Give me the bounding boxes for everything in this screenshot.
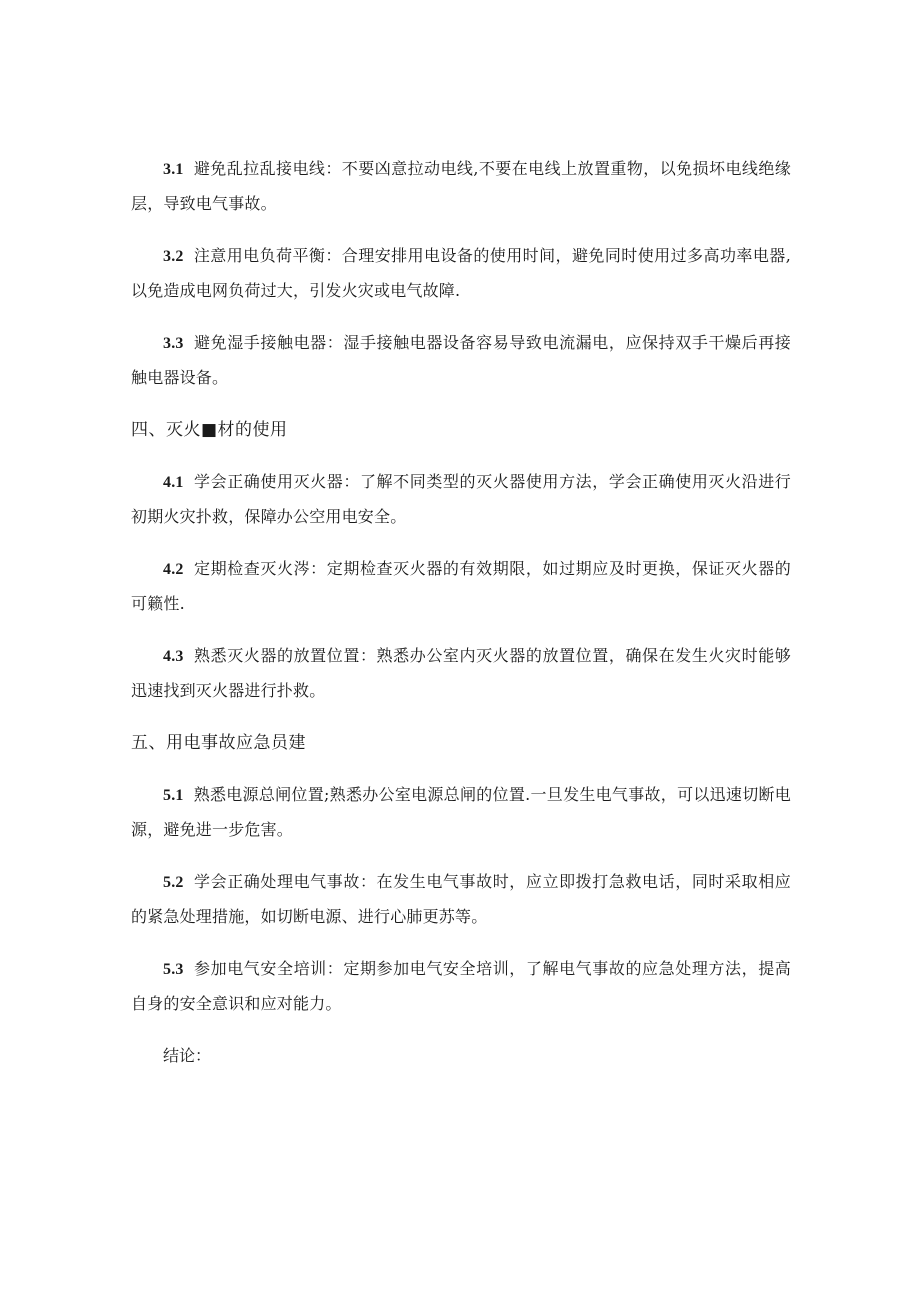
item-number: 3.3 <box>163 335 184 352</box>
paragraph-4-3 <box>131 639 791 708</box>
document-body <box>131 152 791 1073</box>
section-heading-5: 五、用电事故应急员建 <box>131 733 306 753</box>
item-text: 熟悉电源总闸位置;熟悉办公室电源总闸的位置.一旦发生电气事故，可以迅速切断电源，避免进一步危害。 <box>131 785 791 839</box>
paragraph-4-1 <box>131 465 791 534</box>
item-number: 4.1 <box>163 474 184 491</box>
paragraph-5-2 <box>131 865 791 934</box>
item-text: 定期检查灭火涔：定期检查灭火器的有效期限，如过期应及时更换，保证灭火器的可籁性. <box>131 559 791 613</box>
item-number: 3.2 <box>163 248 184 265</box>
item-number: 3.1 <box>163 161 184 178</box>
item-number: 4.3 <box>163 648 184 665</box>
conclusion-label: 结论： <box>163 1046 212 1065</box>
item-text: 参加电气安全培训：定期参加电气安全培训，了解电气事故的应急处理方法，提高自身的安全意识和应对能力。 <box>131 959 791 1013</box>
item-text: 学会正确处理电气事故：在发生电气事故时，应立即拨打急救电话，同时采取相应的紧急处理措施，如切断电源、进行心肺更苏等。 <box>131 872 791 926</box>
item-number: 5.3 <box>163 961 184 978</box>
item-text: 熟悉灭火器的放置位置：熟悉办公室内灭火器的放置位置，确保在发生火灾时能够迅速找到灭火器进行扑救。 <box>131 646 791 700</box>
item-number: 5.2 <box>163 874 184 891</box>
paragraph-3-1 <box>131 152 791 221</box>
paragraph-4-2 <box>131 552 791 621</box>
item-number: 4.2 <box>163 561 184 578</box>
paragraph-5-3 <box>131 952 791 1021</box>
item-text: 学会正确使用灭火器：了解不同类型的灭火器使用方法，学会正确使用灭火沿进行初期火灾扑救，保障办公空用电安全。 <box>131 472 791 526</box>
item-text: 避免乱拉乱接电线：不要凶意拉动电线,不要在电线上放置重物，以免损坏电线绝缘层，导致电气事故。 <box>131 159 791 213</box>
section-heading-4: 四、灭火■材的使用 <box>131 420 288 440</box>
item-text: 注意用电负荷平衡：合理安排用电设备的使用时间，避免同时使用过多高功率电器,以免造成电网负荷过大，引发火灾或电气故障. <box>131 246 791 300</box>
paragraph-3-3 <box>131 326 791 395</box>
item-text: 避免湿手接触电器：湿手接触电器设备容易导致电流漏电，应保持双手干燥后再接触电器设备。 <box>131 333 791 387</box>
paragraph-3-2 <box>131 239 791 308</box>
paragraph-5-1 <box>131 778 791 847</box>
item-number: 5.1 <box>163 787 184 804</box>
